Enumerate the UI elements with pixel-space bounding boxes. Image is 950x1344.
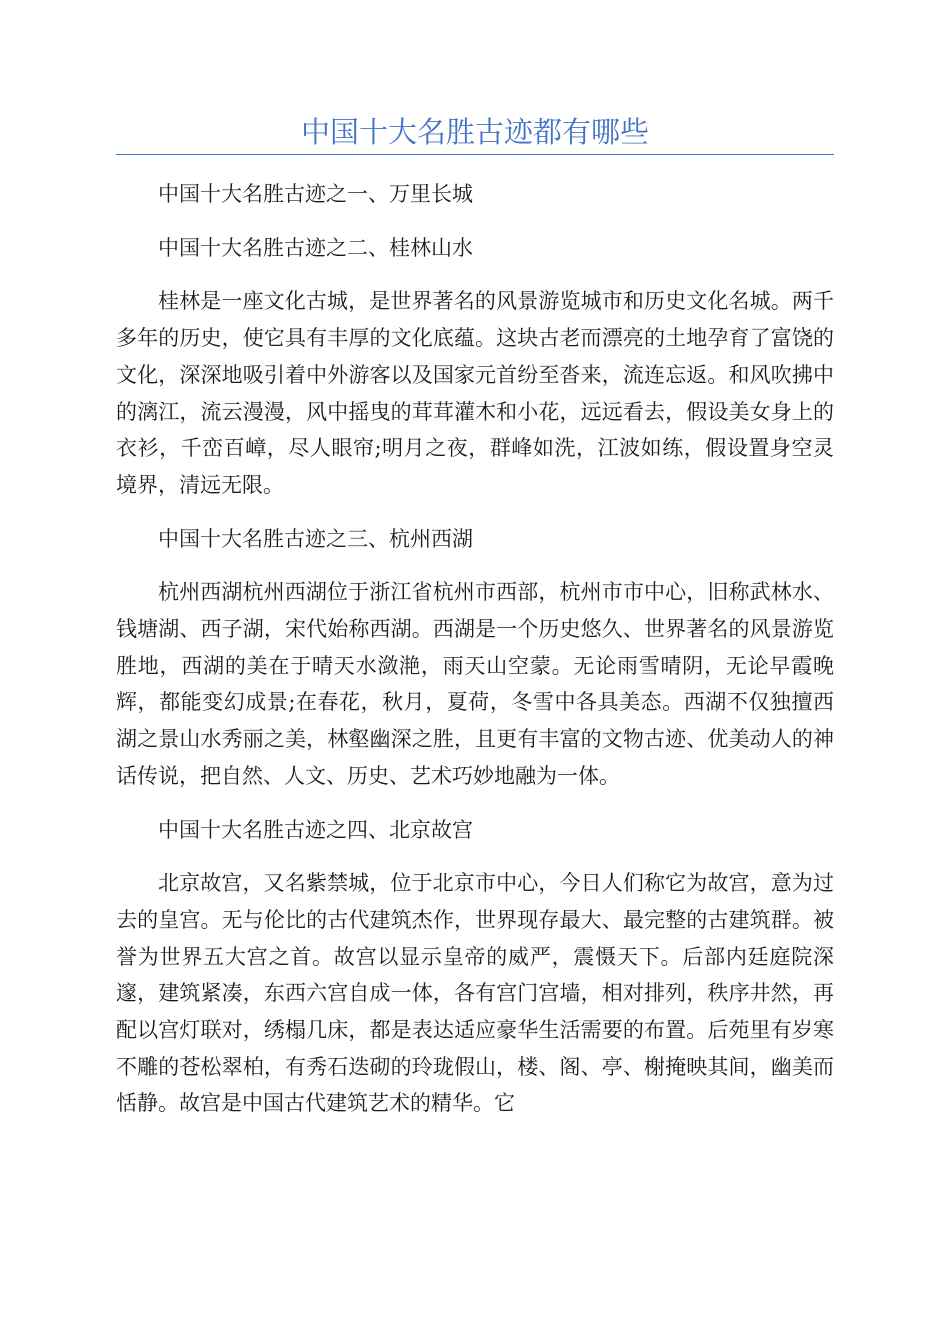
section-heading-1: 中国十大名胜古迹之一、万里长城 <box>158 182 473 206</box>
document-title: 中国十大名胜古迹都有哪些 <box>300 115 649 149</box>
section-heading-3: 中国十大名胜古迹之三、杭州西湖 <box>158 526 473 551</box>
body-paragraph-west-lake: 杭州西湖杭州西湖位于浙江省杭州市西部，杭州市市中心，旧称武林水、钱塘湖、西子湖，宋代始称西湖。西湖是一个历史悠久、世界著名的风景游览胜地，西湖的美在于晴天水潋滟，雨天山空蒙。无论雨雪晴阴，无论早霞晚辉，都能变幻成景;在春花，秋月，夏荷，冬雪中各具美态。西湖不仅独擅西湖之景山水秀丽之美，林壑幽深之胜，且更有丰富的文物古迹、优美动人的神话传说，把自然、人文、历史、艺术巧妙地融为一体。 <box>116 580 834 788</box>
body-paragraph-forbidden-city: 北京故宫，又名紫禁城，位于北京市中心，今日人们称它为故宫，意为过去的皇宫。无与伦比的古代建筑杰作，世界现存最大、最完整的古建筑群。被誉为世界五大宫之首。故宫以显示皇帝的威严，震慑天下。后部内廷庭院深邃，建筑紧凑，东西六宫自成一体，各有宫门宫墙，相对排列，秩序井然，再配以宫灯联对，绣榻几床，都是表达适应豪华生活需要的布置。后苑里有岁寒不雕的苍松翠柏，有秀石迭砌的玲珑假山，楼、阁、亭、榭掩映其间，幽美而恬静。故宫是中国古代建筑艺术的精华。它 <box>116 871 834 1116</box>
title-underline <box>116 154 834 155</box>
section-heading-4: 中国十大名胜古迹之四、北京故宫 <box>158 817 473 842</box>
section-heading-2: 中国十大名胜古迹之二、桂林山水 <box>158 235 473 260</box>
body-paragraph-guilin: 桂林是一座文化古城，是世界著名的风景游览城市和历史文化名城。两千多年的历史，使它具有丰厚的文化底蕴。这块古老而漂亮的土地孕育了富饶的文化，深深地吸引着中外游客以及国家元首纷至沓来，流连忘返。和风吹拂中的漓江，流云漫漫，风中摇曳的茸茸灌木和小花，远远看去，假设美女身上的衣衫，千峦百嶂，尽人眼帘;明月之夜，群峰如洗，江波如练，假设置身空灵境界，清远无限。 <box>116 289 834 497</box>
document-body <box>116 176 834 1139</box>
